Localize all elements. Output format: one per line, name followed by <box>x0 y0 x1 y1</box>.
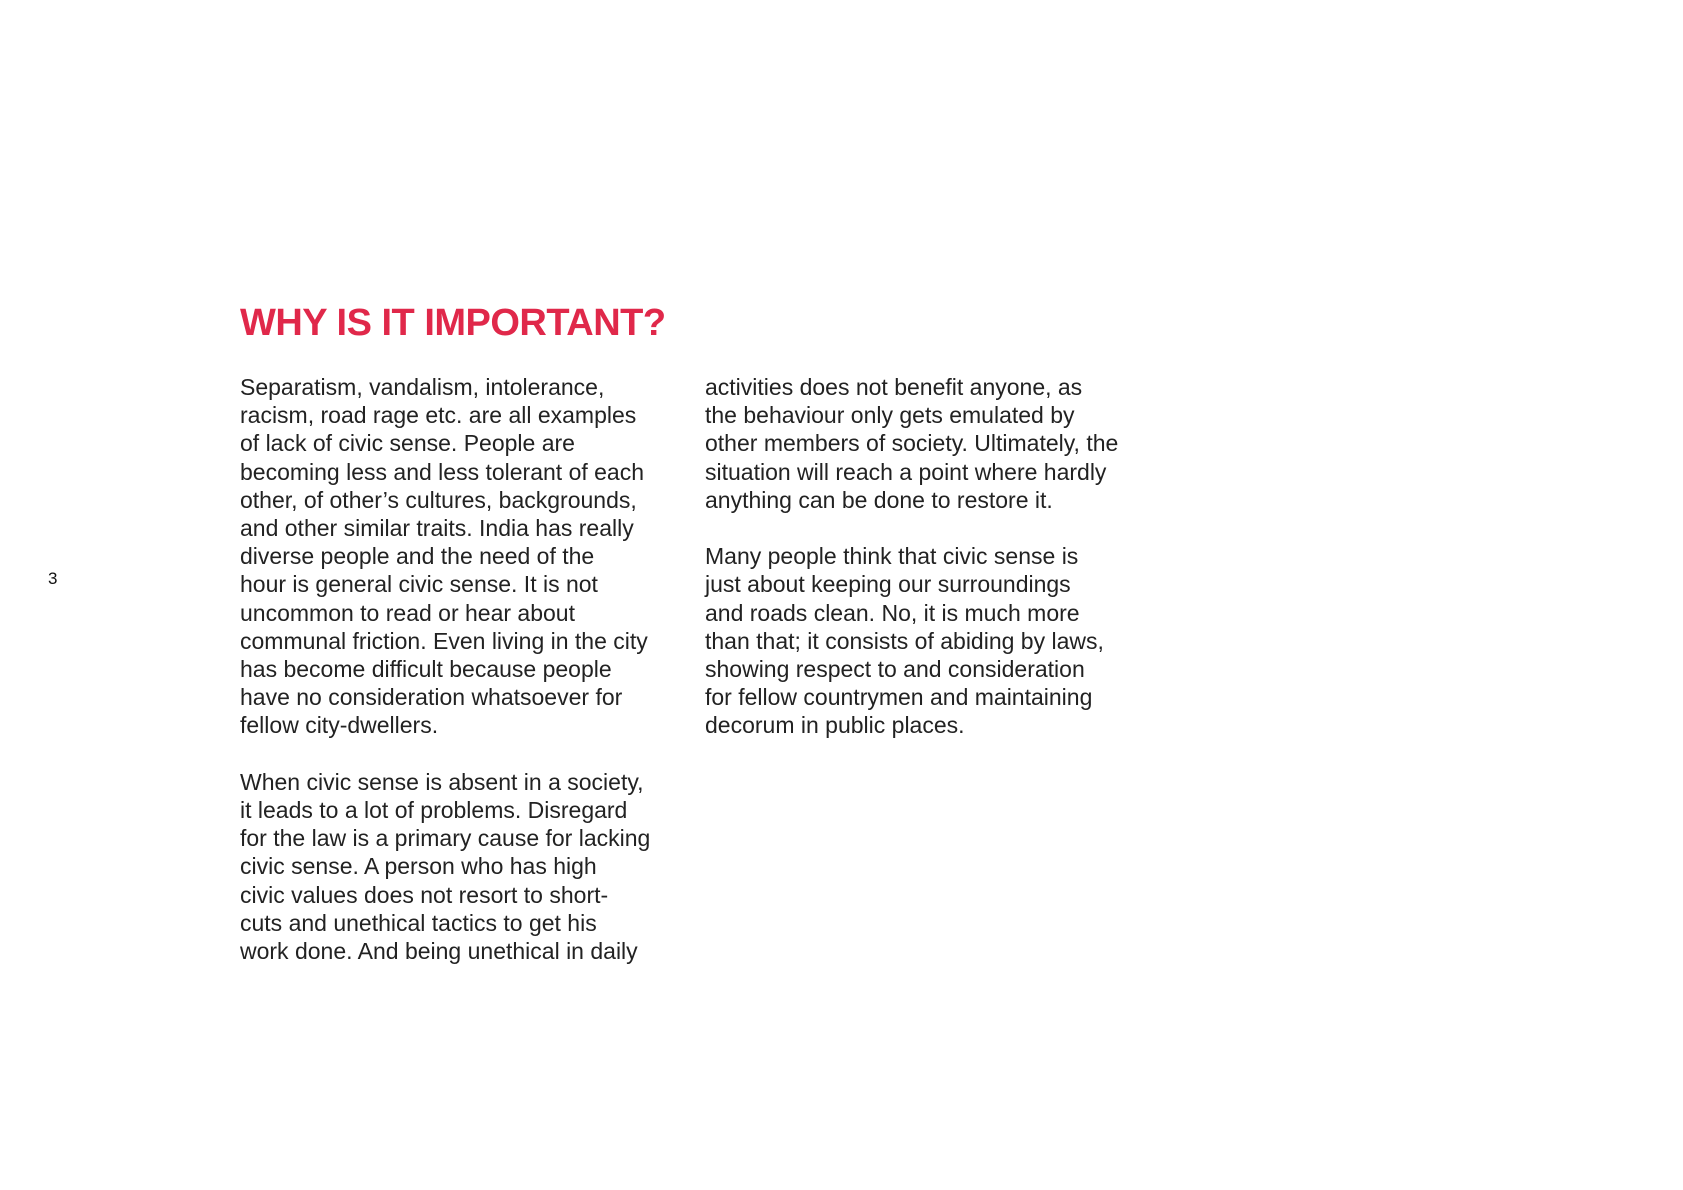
body-text-line: of lack of civic sense. People are <box>240 430 575 457</box>
body-text-line: communal friction. Even living in the city <box>240 627 648 654</box>
body-text-column-left <box>240 373 680 965</box>
paragraph-break <box>240 740 680 768</box>
section-heading: WHY IS IT IMPORTANT? <box>240 302 666 344</box>
body-text-line: uncommon to read or hear about <box>240 599 575 626</box>
body-text-line: activities does not benefit anyone, as <box>705 374 1083 400</box>
body-text-column-right <box>705 373 1175 740</box>
body-text-line: Many people think that civic sense is <box>705 543 1079 570</box>
body-text-line: have no consideration whatsoever for <box>240 684 623 711</box>
paragraph-break <box>705 514 1175 542</box>
body-text-line: civic sense. A person who has high <box>240 853 597 880</box>
body-text-line: hour is general civic sense. It is not <box>240 571 598 598</box>
body-text-line: has become difficult because people <box>240 656 612 683</box>
body-text-line: the behaviour only gets emulated by <box>705 402 1075 429</box>
page-number: 3 <box>48 569 58 588</box>
body-text-line: diverse people and the need of the <box>240 543 595 570</box>
body-text-line: anything can be done to restore it. <box>705 486 1053 513</box>
body-text-line: and other similar traits. India has really <box>240 515 634 542</box>
body-text-line: fellow city-dwellers. <box>240 712 439 739</box>
body-text-line: work done. And being unethical in daily <box>240 938 638 965</box>
body-text-line: becoming less and less tolerant of each <box>240 458 645 485</box>
body-text-line: it leads to a lot of problems. Disregard <box>240 797 628 824</box>
body-text-line: showing respect to and consideration <box>705 656 1085 683</box>
body-text-line: racism, road rage etc. are all examples <box>240 402 637 429</box>
body-text-line: just about keeping our surroundings <box>705 571 1071 598</box>
body-text-line: When civic sense is absent in a society, <box>240 768 644 795</box>
body-text-line: decorum in public places. <box>705 712 965 739</box>
body-text-line: and roads clean. No, it is much more <box>705 599 1080 626</box>
body-text-line: than that; it consists of abiding by laws, <box>705 627 1104 654</box>
body-text-line: for fellow countrymen and maintaining <box>705 684 1093 711</box>
body-text-line: Separatism, vandalism, intolerance, <box>240 374 605 400</box>
body-text-line: other, of other’s cultures, backgrounds, <box>240 486 637 513</box>
body-text-line: cuts and unethical tactics to get his <box>240 909 597 936</box>
body-text-line: for the law is a primary cause for lacking <box>240 825 651 852</box>
body-text-line: other members of society. Ultimately, the <box>705 430 1119 457</box>
body-text-line: situation will reach a point where hardly <box>705 458 1107 485</box>
body-text-line: civic values does not resort to short- <box>240 881 609 908</box>
